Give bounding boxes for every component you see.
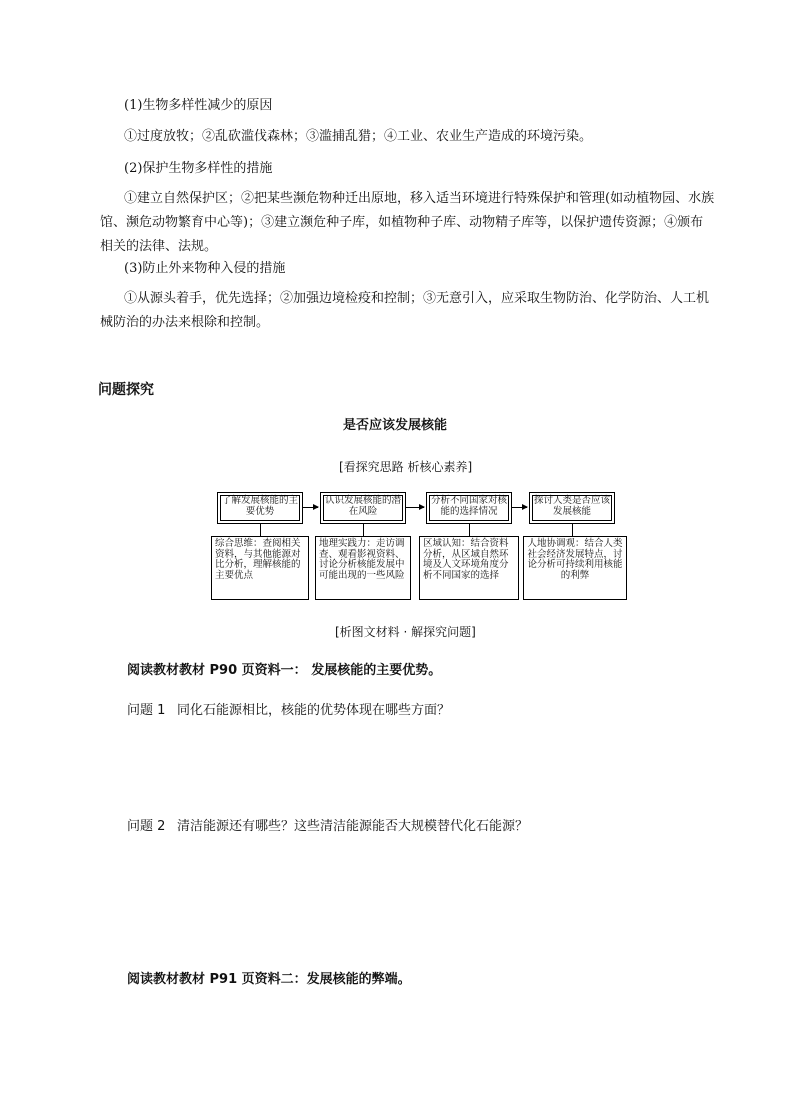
reading-material-2: 阅读教材教材 P91 页资料二：发展核能的弊端。: [127, 972, 411, 987]
inquiry-section-title: 问题探究: [98, 382, 154, 398]
topic-title: 是否应该发展核能: [342, 418, 447, 433]
flow-step-4: 探讨人类是否应该发展核能: [529, 492, 615, 524]
flow-connector-1: [260, 524, 261, 536]
analysis-label: [析图文材料 · 解探究问题]: [335, 625, 476, 639]
flow-step-3: 分析不同国家对核能的选择情况: [426, 492, 512, 524]
inquiry-flow-diagram: [211, 492, 627, 602]
section1-body: ①过度放牧；②乱砍滥伐森林；③滥捕乱猎；④工业、农业生产造成的环境污染。: [124, 129, 593, 144]
flow-step-2: 认识发展核能的潜在风险: [320, 492, 406, 524]
core-competency-3: 区域认知：结合资料分析，从区域自然环境及人文环境角度分析不同国家的选择: [419, 536, 519, 600]
flow-step-1: 了解发展核能的主要优势: [217, 492, 303, 524]
reading-material-1: 阅读教材教材 P90 页资料一： 发展核能的主要优势。: [127, 663, 442, 678]
question-2-number: 问题 2: [127, 819, 166, 834]
core-competency-1: 综合思维：查阅相关资料，与其他能源对比分析，理解核能的主要优点: [211, 536, 309, 600]
core-competency-4: 人地协调观：结合人类社会经济发展特点，讨论分析可持续利用核能的利弊: [523, 536, 627, 600]
flow-connector-4: [572, 524, 573, 536]
question-1-number: 问题 1: [127, 703, 166, 718]
section3-heading: (3)防止外来物种入侵的措施: [124, 261, 286, 276]
thinking-label: [看探究思路 析核心素养]: [339, 460, 473, 474]
flow-connector-2: [363, 524, 364, 536]
flow-arrow-2: [406, 507, 424, 508]
flow-connector-3: [469, 524, 470, 536]
flow-arrow-3: [512, 507, 527, 508]
question-2-text: 清洁能源还有哪些？这些清洁能源能否大规模替代化石能源？: [177, 819, 529, 834]
core-competency-2: 地理实践力：走访调查、观看影视资料、讨论分析核能发展中可能出现的一些风险: [315, 536, 411, 600]
section3-body: ①从源头着手，优先选择；②加强边境检疫和控制；③无意引入，应采取生物防治、化学防治、人工机械防治的办法来根除和控制。: [100, 291, 710, 330]
section2-body: ①建立自然保护区；②把某些濒危物种迁出原地，移入适当环境进行特殊保护和管理(如动植物园、水族馆、濒危动物繁育中心等)；③建立濒危种子库，如植物种子库、动物精子库等，以保护遗传资源；④颁布相关的法律、法规。: [100, 191, 715, 254]
question-1-text: 同化石能源相比，核能的优势体现在哪些方面？: [177, 703, 451, 718]
section1-heading: (1)生物多样性减少的原因: [124, 98, 273, 113]
question-2: [127, 815, 528, 834]
section2-heading: (2)保护生物多样性的措施: [124, 161, 273, 176]
question-1: [127, 699, 450, 718]
flow-arrow-1: [303, 507, 318, 508]
